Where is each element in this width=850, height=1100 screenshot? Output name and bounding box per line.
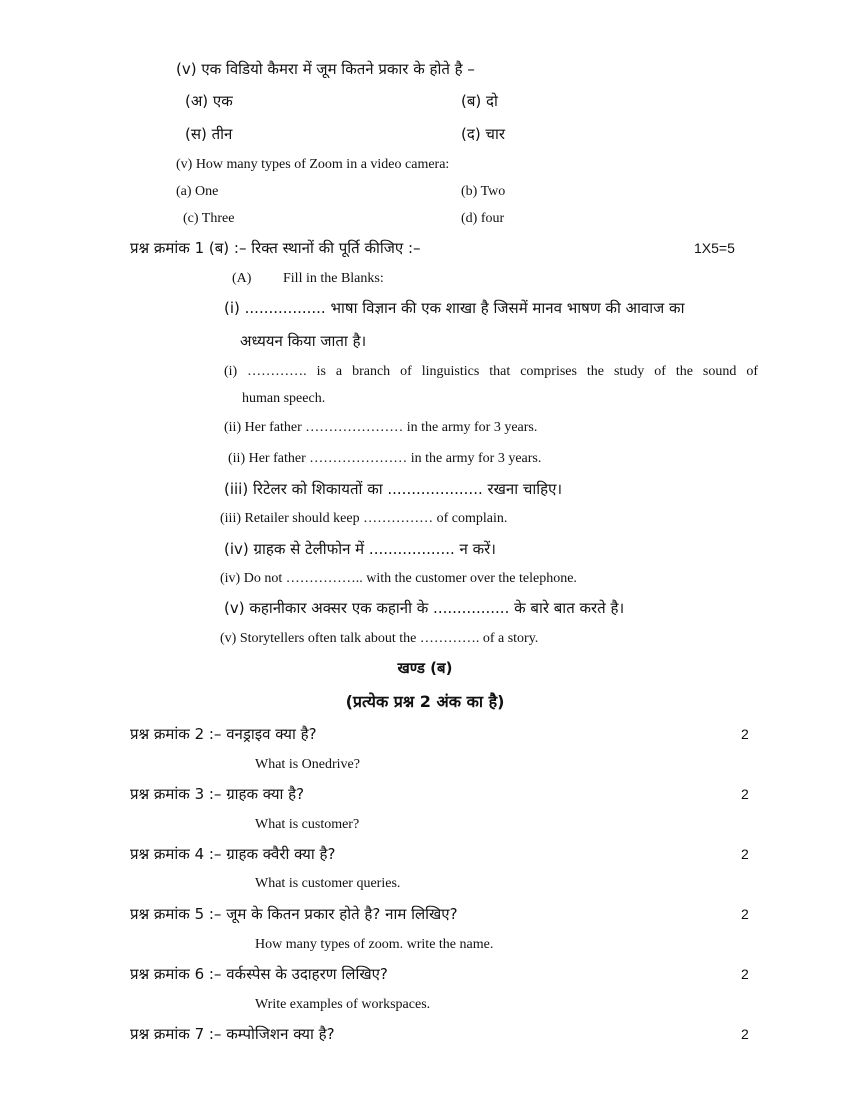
blank-2-line-1: (ii) Her father ………………… in the army for 3 years. — [224, 420, 538, 435]
section-subtitle: (प्रत्येक प्रश्न 2 अंक का है) — [345, 692, 505, 711]
question-4-english: What is customer queries. — [255, 876, 401, 891]
blank-5-english: (v) Storytellers often talk about the …………. of a story. — [220, 631, 539, 646]
blank-1-hindi: (i) ................. भाषा विज्ञान की एक शाखा है जिसमें मानव भाषण की आवाज का — [224, 299, 685, 317]
mcq-option-a-english: (a) One — [176, 184, 219, 199]
question-5-marks: 2 — [741, 906, 749, 922]
question-5-english: How many types of zoom. write the name. — [255, 937, 494, 952]
question-6-marks: 2 — [741, 966, 749, 982]
mcq-option-d-hindi: (द) चार — [461, 125, 505, 143]
question-3-hindi: प्रश्न क्रमांक 3 :– ग्राहक क्या है? — [130, 785, 305, 803]
mcq-question-hindi: (v) एक विडियो कैमरा में जूम कितने प्रकार के होते है – — [176, 60, 475, 78]
question-2-marks: 2 — [741, 726, 749, 742]
fill-blanks-letter: (A) — [232, 271, 252, 286]
question-5-hindi: प्रश्न क्रमांक 5 :– जूम के कितन प्रकार होते है? नाम लिखिए? — [130, 905, 458, 923]
q1b-label: प्रश्न क्रमांक 1 (ब) :– रिक्त स्थानों की पूर्ति कीजिए :– — [130, 239, 421, 257]
mcq-option-c-english: (c) Three — [183, 211, 235, 226]
blank-1-english-cont: human speech. — [242, 391, 326, 406]
mcq-option-b-hindi: (ब) दो — [461, 92, 498, 110]
section-title: खण्ड (ब) — [397, 659, 453, 677]
question-3-english: What is customer? — [255, 817, 360, 832]
question-3-marks: 2 — [741, 786, 749, 802]
mcq-question-english: (v) How many types of Zoom in a video camera: — [176, 157, 450, 172]
blank-3-hindi: (iii) रिटेलर को शिकायतों का .................... रखना चाहिए। — [224, 480, 563, 498]
question-2-hindi: प्रश्न क्रमांक 2 :– वनड्राइव क्या है? — [130, 725, 317, 743]
mcq-option-d-english: (d) four — [461, 211, 505, 226]
question-6-english: Write examples of workspaces. — [255, 997, 431, 1012]
question-6-hindi: प्रश्न क्रमांक 6 :– वर्कस्पेस के उदाहरण लिखिए? — [130, 965, 388, 983]
blank-1-hindi-cont: अध्ययन किया जाता है। — [240, 332, 367, 350]
blank-1-english: (i) …………. is a branch of linguistics that comprises the study of the sound of — [224, 364, 758, 379]
mcq-option-c-hindi: (स) तीन — [185, 125, 233, 143]
blank-2-line-2: (ii) Her father ………………… in the army for 3 years. — [228, 451, 542, 466]
mcq-option-b-english: (b) Two — [461, 184, 506, 199]
question-4-marks: 2 — [741, 846, 749, 862]
fill-blanks-heading: Fill in the Blanks: — [283, 271, 384, 286]
question-4-hindi: प्रश्न क्रमांक 4 :– ग्राहक क्वैरी क्या है? — [130, 845, 336, 863]
question-2-english: What is Onedrive? — [255, 757, 360, 772]
blank-4-hindi: (iv) ग्राहक से टेलीफोन में .................. न करें। — [224, 540, 496, 558]
mcq-option-a-hindi: (अ) एक — [185, 92, 233, 110]
question-7-marks: 2 — [741, 1026, 749, 1042]
blank-4-english: (iv) Do not …………….. with the customer over the telephone. — [220, 571, 577, 586]
blank-3-english: (iii) Retailer should keep …………… of complain. — [220, 511, 508, 526]
blank-5-hindi: (v) कहानीकार अक्सर एक कहानी के ................ के बारे बात करते है। — [224, 599, 625, 617]
q1b-marks: 1X5=5 — [694, 240, 735, 256]
question-7-hindi: प्रश्न क्रमांक 7 :– कम्पोजिशन क्या है? — [130, 1025, 335, 1043]
